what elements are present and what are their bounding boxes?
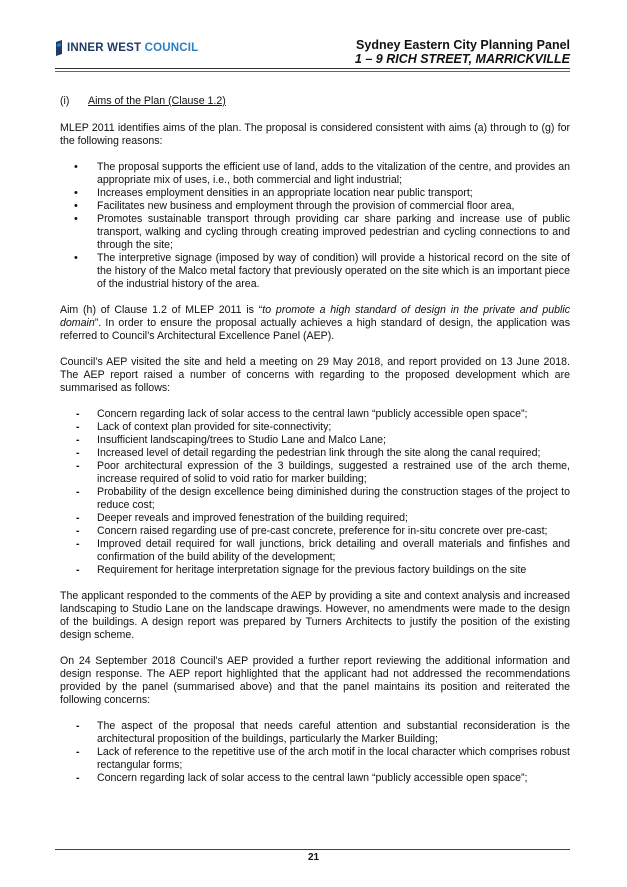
section-title: Aims of the Plan (Clause 1.2) xyxy=(88,95,226,107)
aim-h-before: Aim (h) of Clause 1.2 of MLEP 2011 is “ xyxy=(60,304,263,316)
list-item: - Deeper reveals and improved fenestration of the building required; xyxy=(60,512,570,525)
reiterated-concerns-list xyxy=(60,720,570,785)
reasons-list xyxy=(60,161,570,291)
header-rule-thin xyxy=(55,71,570,72)
page-number: 21 xyxy=(307,852,320,863)
list-item: - Poor architectural expression of the 3 buildings, suggested a restrained use of the arch theme, increase required of solid to void ratio for marker building; xyxy=(60,460,570,486)
list-item: - Concern regarding lack of solar access to the central lawn “publicly accessible open space”; xyxy=(60,772,570,785)
concerns-list xyxy=(60,408,570,577)
list-item: • Increases employment densities in an appropriate location near public transport; xyxy=(60,187,570,200)
logo-mark-icon xyxy=(55,40,63,56)
list-item: • Facilitates new business and employment through the provision of commercial floor area, xyxy=(60,200,570,213)
list-item: • Promotes sustainable transport through providing car share parking and increase use of public transport, walking and cycling through creating improved pedestrian and cycling connections to and through the site; xyxy=(60,213,570,252)
intro-paragraph: MLEP 2011 identifies aims of the plan. The proposal is considered consistent with aims (a) through to (g) for the following reasons: xyxy=(60,122,570,147)
header-titles xyxy=(355,38,570,66)
list-item: - Lack of reference to the repetitive use of the arch motif in the local character which comprises robust rectangular forms; xyxy=(60,746,570,772)
list-item: - Concern raised regarding use of pre-cast concrete, preference for in-situ concrete over pre-cast; xyxy=(60,525,570,538)
list-item: - Requirement for heritage interpretation signage for the previous factory buildings on the site xyxy=(60,564,570,577)
list-item: - Improved detail required for wall junctions, brick detailing and overall materials and finfishes and confirmation of the build ability of the development; xyxy=(60,538,570,564)
list-item: - The aspect of the proposal that needs careful attention and substantial reconsideration is the architectural proposition of the buildings, particularly the Marker Building; xyxy=(60,720,570,746)
header-rule xyxy=(55,68,570,69)
document-body xyxy=(60,95,570,785)
aim-h-after: ”. In order to ensure the proposal actually achieves a high standard of design, the application was referred to Council’s Architectural Excellence Panel (AEP). xyxy=(60,317,570,342)
section-heading xyxy=(60,95,570,108)
aim-h-paragraph xyxy=(60,304,570,343)
logo-text xyxy=(67,42,198,54)
list-item: - Insufficient landscaping/trees to Studio Lane and Malco Lane; xyxy=(60,434,570,447)
logo-text-accent: COUNCIL xyxy=(144,42,199,54)
footer-rule xyxy=(55,849,570,850)
further-report-paragraph: On 24 September 2018 Council’s AEP provided a further report reviewing the additional information and design response. The AEP report highlighted that the applicant had not addressed the recommendations provided by the panel (summarised above) and that the panel maintains its position and reiterated the following concerns: xyxy=(60,655,570,706)
list-item: • The interpretive signage (imposed by way of condition) will provide a historical record on the site of the history of the Malco metal factory that previously operated on the site which is an important piece of the industrial history of the area. xyxy=(60,252,570,291)
applicant-response-paragraph: The applicant responded to the comments of the AEP by providing a site and context analysis and increased landscaping to Studio Lane on the landscape drawings. However, no amendments were made to the design of the buildings. A design report was prepared by Turners Architects to justify the position of the existing design scheme. xyxy=(60,590,570,641)
list-item: - Lack of context plan provided for site-connectivity; xyxy=(60,421,570,434)
logo-text-main: INNER WEST xyxy=(67,42,142,54)
council-logo xyxy=(55,37,198,59)
list-item: - Probability of the design excellence being diminished during the construction stages of the project to reduce cost; xyxy=(60,486,570,512)
header-title: Sydney Eastern City Planning Panel xyxy=(356,38,570,52)
list-item: • The proposal supports the efficient use of land, adds to the vitalization of the centre, and provides an appropriate mix of uses, i.e., both commercial and light industrial; xyxy=(60,161,570,187)
list-item: - Concern regarding lack of solar access to the central lawn “publicly accessible open space”; xyxy=(60,408,570,421)
section-number: (i) xyxy=(60,95,70,107)
aim-h-quote: to promote a high standard of design in the private and public domain xyxy=(60,304,571,329)
header-subtitle: 1 – 9 RICH STREET, MARRICKVILLE xyxy=(354,52,570,66)
aep-visit-paragraph: Council’s AEP visited the site and held a meeting on 29 May 2018, and report provided on 13 June 2018. The AEP report raised a number of concerns with regarding to the proposed development which are summarised as follows: xyxy=(60,356,570,394)
list-item: - Increased level of detail regarding the pedestrian link through the site along the canal required; xyxy=(60,447,570,460)
